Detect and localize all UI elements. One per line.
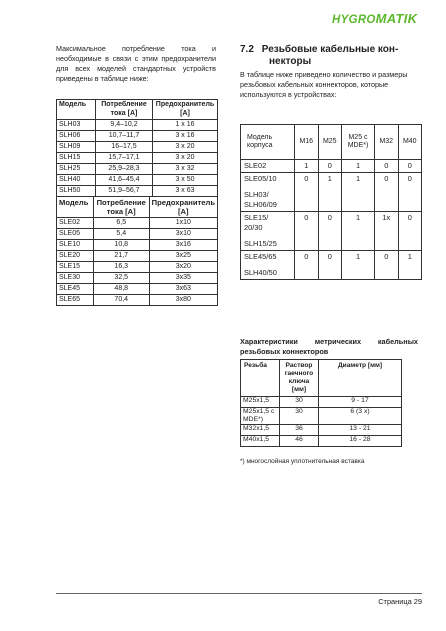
- table-row: [241, 425, 402, 436]
- col-header: Предохранитель [A]: [149, 197, 217, 218]
- table-cell: 3x63: [149, 284, 217, 295]
- table-cell: M25x1,5 с MDE*): [241, 408, 280, 425]
- table-cell: M32x1,5: [241, 425, 280, 436]
- model-line: SLH06/09: [244, 200, 277, 209]
- section-heading: [240, 44, 420, 68]
- table-cell: 16,3: [93, 262, 149, 273]
- model-cell: [241, 160, 295, 173]
- table-cell: SLE15: [57, 262, 94, 273]
- col-header: Резьба: [241, 360, 280, 397]
- model-line: SLE05/10: [244, 174, 277, 183]
- section-title-line1: Резьбовые кабельные кон-: [261, 44, 399, 55]
- table-cell: 0: [295, 251, 319, 280]
- model-line: SLE15/: [244, 213, 269, 222]
- table-cell: M25x1,5: [241, 397, 280, 408]
- table-cell: 70,4: [93, 295, 149, 306]
- table-cell: SLE65: [57, 295, 94, 306]
- connector-table: [240, 124, 422, 280]
- table-cell: 10,8: [93, 240, 149, 251]
- table-cell: 13 - 21: [319, 425, 402, 436]
- table-row: [57, 262, 218, 273]
- table-cell: 1x10: [149, 218, 217, 229]
- table-cell: 1: [342, 173, 375, 212]
- table-cell: SLH03: [57, 120, 96, 131]
- table-cell: 0: [318, 160, 342, 173]
- model-line: SLE45/65: [244, 252, 277, 261]
- model-line: SLH40/50: [244, 268, 277, 277]
- col-header: M25: [318, 125, 342, 160]
- table-cell: SLH25: [57, 164, 96, 175]
- col-header: Модель корпуса: [241, 125, 295, 160]
- table-cell: 6,5: [93, 218, 149, 229]
- table-cell: 48,8: [93, 284, 149, 295]
- table-cell: SLE30: [57, 273, 94, 284]
- section-number: 7.2: [240, 44, 254, 55]
- table-cell: 30: [280, 408, 319, 425]
- table-row: [57, 142, 218, 153]
- table-cell: SLE02: [57, 218, 94, 229]
- table-cell: 1: [398, 251, 422, 280]
- table-row: [241, 212, 422, 251]
- table-cell: 3x20: [149, 262, 217, 273]
- table-cell: 3x16: [149, 240, 217, 251]
- table-cell: 25,9–28,3: [96, 164, 153, 175]
- table-cell: SLE10: [57, 240, 94, 251]
- table-row: [57, 153, 218, 164]
- table-cell: 9 - 17: [319, 397, 402, 408]
- table-cell: SLE45: [57, 284, 94, 295]
- table-cell: 1: [342, 212, 375, 251]
- table-cell: 3x10: [149, 229, 217, 240]
- table-cell: 0: [295, 212, 319, 251]
- table-cell: 3 x 63: [153, 186, 218, 197]
- col-header: Диаметр [мм]: [319, 360, 402, 397]
- page-number: Страница 29: [378, 597, 422, 606]
- model-line: SLE02: [244, 161, 267, 170]
- col-header: Модель: [57, 100, 96, 120]
- table-cell: 0: [295, 173, 319, 212]
- table-cell: SLH09: [57, 142, 96, 153]
- table-cell: 3x25: [149, 251, 217, 262]
- table-cell: 30: [280, 397, 319, 408]
- table-row: [241, 173, 422, 212]
- col-header: M25 с MDE*): [342, 125, 375, 160]
- table-cell: 36: [280, 425, 319, 436]
- table-cell: M40x1,5: [241, 436, 280, 447]
- table-row: [241, 436, 402, 447]
- table-cell: 0: [375, 173, 399, 212]
- table-row: [57, 251, 218, 262]
- table-row: [57, 131, 218, 142]
- table-cell: 3x80: [149, 295, 217, 306]
- table-cell: 3 x 16: [153, 131, 218, 142]
- table-cell: 32,5: [93, 273, 149, 284]
- table-cell: 1x: [375, 212, 399, 251]
- table-cell: 0: [375, 160, 399, 173]
- table-cell: 3 x 32: [153, 164, 218, 175]
- model-line: SLH03/: [244, 190, 269, 199]
- table-cell: 6 (3 x): [319, 408, 402, 425]
- table-row: [241, 160, 422, 173]
- table-row: [57, 120, 218, 131]
- footnote: *) многослойная уплотнительная вставка: [240, 458, 365, 465]
- table-cell: 15,7–17,1: [96, 153, 153, 164]
- table-cell: 1 x 16: [153, 120, 218, 131]
- table-cell: 0: [318, 251, 342, 280]
- table-cell: 0: [398, 160, 422, 173]
- table-row: [57, 164, 218, 175]
- table-row: [57, 175, 218, 186]
- col-header: Потребление тока [A]: [93, 197, 149, 218]
- table-cell: 3 x 50: [153, 175, 218, 186]
- model-cell: [241, 212, 295, 251]
- table-cell: 0: [398, 212, 422, 251]
- table-cell: 16 - 28: [319, 436, 402, 447]
- model-line: 20/30: [244, 223, 263, 232]
- table-cell: 0: [318, 212, 342, 251]
- col-header: Раствор гаечного ключа [мм]: [280, 360, 319, 397]
- col-header: Модель: [57, 197, 94, 218]
- col-header: M40: [398, 125, 422, 160]
- slh-fuse-table: [56, 99, 218, 197]
- table-row: [57, 186, 218, 197]
- model-cell: [241, 251, 295, 280]
- table-cell: 41,6–45,4: [96, 175, 153, 186]
- table-cell: SLH15: [57, 153, 96, 164]
- table-cell: 3 x 20: [153, 153, 218, 164]
- table-cell: SLH06: [57, 131, 96, 142]
- sle-fuse-table: [56, 196, 218, 306]
- table-row: [57, 218, 218, 229]
- col-header: M16: [295, 125, 319, 160]
- hygromatik-logo: HYGROMATIK: [332, 11, 418, 26]
- table-cell: 5,4: [93, 229, 149, 240]
- col-header: M32: [375, 125, 399, 160]
- model-line: SLH15/25: [244, 239, 277, 248]
- table-cell: 0: [398, 173, 422, 212]
- table-cell: 1: [318, 173, 342, 212]
- table-cell: 10,7–11,7: [96, 131, 153, 142]
- table-cell: SLH50: [57, 186, 96, 197]
- table-cell: SLE05: [57, 229, 94, 240]
- section-title-line2: некторы: [269, 56, 312, 67]
- metric-heading: Характеристики метрических кабельных резьбовых коннекторов: [240, 337, 418, 356]
- table-row: [241, 251, 422, 280]
- table-cell: 3x35: [149, 273, 217, 284]
- model-cell: [241, 173, 295, 212]
- intro-paragraph: Максимальное потребление тока и необходимые в связи с этим предохранители для всех моделей стандартных устройств приведены в таблице ниже:: [56, 44, 216, 83]
- table-row: [57, 295, 218, 306]
- table-cell: 0: [375, 251, 399, 280]
- table-row: [57, 240, 218, 251]
- table-cell: 21,7: [93, 251, 149, 262]
- table-row: [57, 284, 218, 295]
- metric-connector-table: [240, 359, 402, 447]
- col-header: Потребление тока [A]: [96, 100, 153, 120]
- col-header: Предохранитель [A]: [153, 100, 218, 120]
- table-row: [57, 273, 218, 284]
- table-row: [57, 229, 218, 240]
- table-cell: 1: [295, 160, 319, 173]
- table-cell: 1: [342, 251, 375, 280]
- table-cell: 1: [342, 160, 375, 173]
- table-cell: 51,9–56,7: [96, 186, 153, 197]
- table-row: [241, 408, 402, 425]
- table-cell: 16–17,5: [96, 142, 153, 153]
- table-cell: 9,4–10,2: [96, 120, 153, 131]
- table-cell: SLE20: [57, 251, 94, 262]
- footer-rule: [56, 593, 422, 594]
- table-cell: 3 x 20: [153, 142, 218, 153]
- table-cell: SLH40: [57, 175, 96, 186]
- section-paragraph: В таблице ниже приведено количество и размеры резьбовых кабельных коннекторов, которые используются в устройствах:: [240, 70, 408, 99]
- table-cell: 46: [280, 436, 319, 447]
- table-row: [241, 397, 402, 408]
